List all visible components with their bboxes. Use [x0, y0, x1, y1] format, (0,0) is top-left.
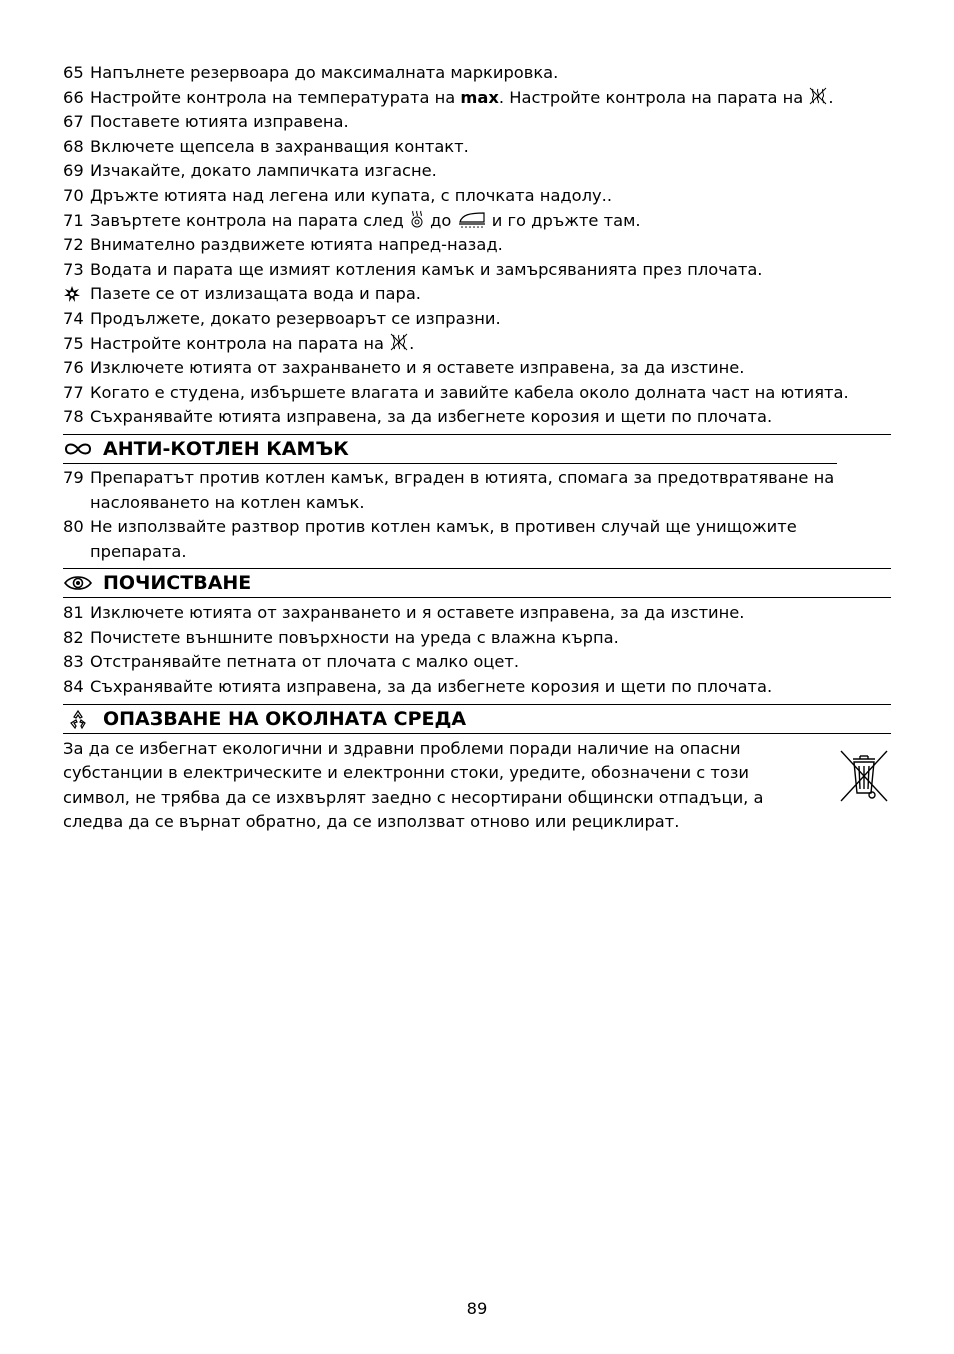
step-77: [63, 381, 891, 406]
step-number: 68: [63, 136, 84, 156]
step-text: и го дръжте там.: [486, 210, 641, 230]
step-text: .: [409, 333, 415, 353]
section-heading-environment: [63, 704, 891, 734]
step-number: 81: [63, 603, 84, 623]
step-73: [63, 258, 891, 283]
step-66: [63, 86, 891, 111]
step-text: Когато е студена, избършете влагата и завийте кабела около долната част на ютията.: [90, 382, 849, 402]
step-79: [63, 466, 891, 515]
step-text: Дръжте ютията над легена или купата, с плочката надолу..: [90, 185, 613, 205]
step-82: [63, 626, 891, 651]
step-84: [63, 675, 891, 700]
section-title: ПОЧИСТВАНЕ: [103, 572, 252, 595]
step-text: Не използвайте разтвор против котлен камък, в противен случай ще унищожите препарата.: [90, 517, 797, 561]
step-number: 77: [63, 382, 84, 402]
environment-text: За да се избегнат екологични и здравни проблеми поради наличие на опасни субстанции в електрическите и електронни стоки, уредите, обозначени с този символ, не трябва да се изхвърлят заедно с несортирани общински отпадъци, а следва да се върнат обратно, да се използват отново или рециклират.: [63, 738, 764, 832]
step-76: [63, 356, 891, 381]
step-number: 83: [63, 652, 84, 672]
manual-page: [63, 61, 891, 835]
warning-note: [63, 282, 891, 307]
iron-soleplate-icon: [457, 209, 487, 229]
self-clean-icon: [409, 209, 425, 229]
step-text: Съхранявайте ютията изправена, за да избегнете корозия и щети по плочата.: [90, 677, 773, 697]
step-text: Включете щепсела в захранващия контакт.: [90, 136, 469, 156]
step-text: . Настройте контрола на парата на: [498, 87, 809, 107]
step-number: 78: [63, 407, 84, 427]
step-text: Напълнете резервоара до максималната маркировка.: [90, 63, 559, 82]
step-number: 79: [63, 467, 84, 487]
step-text: .: [828, 87, 834, 107]
max-label: max: [460, 87, 499, 107]
step-text: Настройте контрола на температурата на: [90, 87, 461, 107]
step-80: [63, 515, 891, 564]
step-number: 73: [63, 259, 84, 279]
step-text: Внимателно раздвижете ютията напред-назад.: [90, 235, 503, 255]
recycle-icon: [67, 709, 89, 729]
step-number: 67: [63, 112, 84, 132]
step-65: [63, 61, 891, 86]
step-81: [63, 601, 891, 626]
step-number: 72: [63, 235, 84, 255]
step-text: Завъртете контрола на парата след: [90, 210, 409, 230]
warning-burst-icon: [63, 285, 81, 303]
step-68: [63, 135, 891, 160]
step-number: 70: [63, 185, 84, 205]
step-number: 65: [63, 63, 84, 82]
step-text: Пазете се от излизащата вода и пара.: [90, 284, 421, 304]
step-69: [63, 159, 891, 184]
step-text: Отстранявайте петната от плочата с малко оцет.: [90, 652, 520, 672]
step-70: [63, 184, 891, 209]
step-number: 69: [63, 161, 84, 181]
step-number: 75: [63, 333, 84, 353]
step-number: 84: [63, 677, 84, 697]
step-83: [63, 650, 891, 675]
step-78: [63, 405, 891, 430]
step-text: Изключете ютията от захранването и я оставете изправена, за да изстине.: [90, 358, 745, 378]
environment-block: [63, 737, 891, 835]
step-text: Водата и парата ще измият котления камък и замърсяванията през плочата.: [90, 259, 763, 279]
step-text: Препаратът против котлен камък, вграден в ютията, спомага за предотвратяване на наслояването на котлен камък.: [90, 467, 835, 512]
eye-icon: [63, 575, 93, 591]
infinity-icon: [63, 441, 93, 457]
step-text: Настройте контрола на парата на: [90, 333, 390, 353]
step-text: Почистете външните повърхности на уреда с влажна кърпа.: [90, 627, 619, 647]
section-title: АНТИ-КОТЛЕН КАМЪК: [103, 437, 349, 460]
no-steam-icon: [389, 332, 409, 352]
section-heading-anti-calc: [63, 434, 891, 463]
step-text: Съхранявайте ютията изправена, за да избегнете корозия и щети по плочата.: [90, 407, 773, 427]
step-number: 74: [63, 308, 84, 328]
section-title: ОПАЗВАНЕ НА ОКОЛНАТА СРЕДА: [103, 707, 467, 730]
step-number: 80: [63, 517, 84, 537]
step-71: [63, 209, 891, 234]
crossed-bin-icon: [839, 749, 889, 805]
step-number: 71: [63, 210, 84, 230]
step-number: 76: [63, 358, 84, 378]
step-text: Продължете, докато резервоарът се изпразни.: [90, 308, 501, 328]
step-75: [63, 332, 891, 357]
step-text: Поставете ютията изправена.: [90, 112, 349, 132]
step-74: [63, 307, 891, 332]
step-text: до: [424, 210, 457, 230]
step-67: [63, 110, 891, 135]
step-72: [63, 233, 891, 258]
no-steam-icon: [808, 86, 828, 106]
step-number: 66: [63, 87, 84, 107]
section-heading-cleaning: [63, 568, 891, 598]
step-text: Изключете ютията от захранването и я оставете изправена, за да изстине.: [90, 603, 745, 623]
step-text: Изчакайте, докато лампичката изгасне.: [90, 161, 437, 181]
page-number: 89: [466, 1299, 488, 1318]
step-number: 82: [63, 627, 84, 647]
